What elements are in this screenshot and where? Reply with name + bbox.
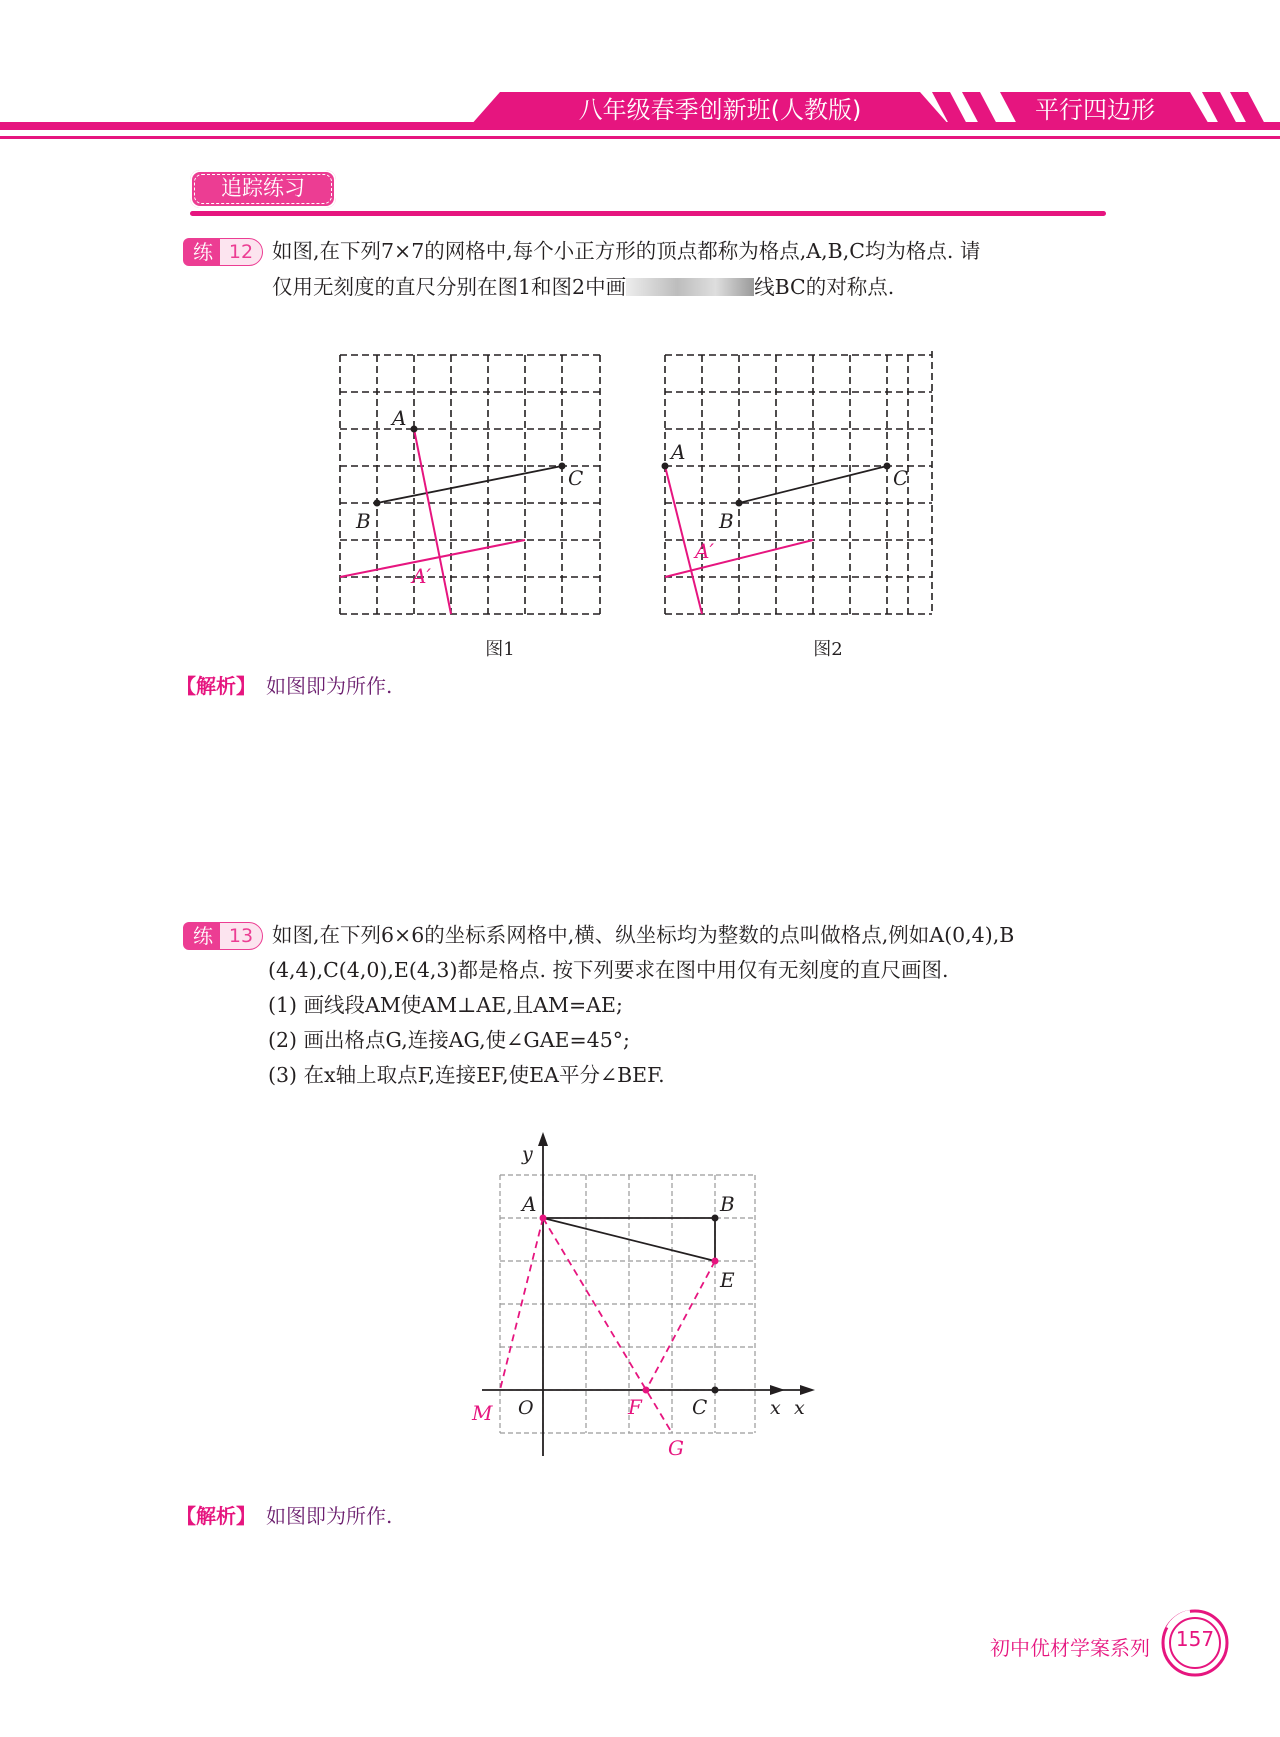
problem-13-line-5: (3) 在x轴上取点F,连接EF,使EA平分∠BEF.	[268, 1063, 665, 1087]
label-F: F	[628, 1395, 642, 1419]
point-C	[559, 463, 566, 470]
footer-series: 初中优材学案系列	[990, 1636, 1150, 1660]
figure-2-grid	[655, 345, 955, 625]
origin-label: O	[518, 1397, 534, 1419]
point-C	[884, 463, 891, 470]
coordinate-figure	[460, 1130, 820, 1460]
figure-1-caption: 图1	[485, 639, 515, 660]
label-A-prime: A′	[412, 564, 431, 588]
label-C: C	[893, 466, 909, 490]
label-E: E	[720, 1268, 735, 1292]
label-G: G	[668, 1436, 684, 1460]
answer-text: 如图即为所作.	[266, 674, 393, 698]
point-A	[662, 463, 669, 470]
problem-12-line-2b: 线BC的对称点.	[754, 275, 895, 299]
axis-x-label-2: x	[794, 1397, 805, 1419]
label-C: C	[568, 466, 584, 490]
point-E	[712, 1258, 719, 1265]
axis-y-label: y	[522, 1143, 533, 1165]
problem-12-line-1: 如图,在下列7×7的网格中,每个小正方形的顶点都称为格点,A,B,C均为格点. 请	[272, 239, 981, 263]
problem-tag-label: 练	[183, 922, 223, 950]
problem-12-tag	[183, 238, 263, 266]
problem-tag-number: 12	[219, 238, 263, 266]
point-F	[643, 1387, 650, 1394]
header-rule-thin	[0, 136, 1280, 139]
problem-13-answer	[176, 1500, 392, 1529]
problem-tag-number: 13	[219, 922, 263, 950]
answer-label: 【解析】	[176, 674, 256, 698]
header-chapter-title: 平行四边形	[1035, 96, 1155, 124]
section-rule	[190, 211, 1106, 216]
problem-13-line-4: (2) 画出格点G,连接AG,使∠GAE=45°;	[268, 1028, 630, 1052]
label-B: B	[356, 509, 371, 533]
label-A-prime: A′	[695, 539, 714, 563]
answer-text: 如图即为所作.	[266, 1504, 393, 1528]
point-C	[712, 1387, 719, 1394]
figure-2-caption: 图2	[813, 639, 843, 660]
section-title: 追踪练习	[194, 174, 332, 204]
problem-13-tag	[183, 922, 263, 950]
label-B: B	[719, 509, 734, 533]
problem-13-line-1: 如图,在下列6×6的坐标系网格中,横、纵坐标均为整数的点叫做格点,例如A(0,4),B	[272, 923, 1015, 947]
redacted-region	[626, 278, 754, 296]
point-B	[374, 500, 381, 507]
section-badge	[190, 170, 336, 208]
answer-label: 【解析】	[176, 1504, 256, 1528]
problem-13-line-3: (1) 画线段AM使AM⊥AE,且AM=AE;	[268, 993, 623, 1017]
figure-1-grid	[330, 345, 620, 625]
point-B	[736, 500, 743, 507]
label-A: A	[671, 440, 686, 464]
problem-12-line-2a: 仅用无刻度的直尺分别在图1和图2中画	[272, 275, 627, 299]
label-A: A	[522, 1192, 537, 1216]
problem-tag-label: 练	[183, 238, 223, 266]
problem-12-line-2	[272, 270, 894, 305]
label-B: B	[720, 1192, 735, 1216]
point-A	[540, 1215, 547, 1222]
axis-x-label: x	[770, 1397, 781, 1419]
page-number: 157	[1175, 1627, 1215, 1651]
point-A	[411, 426, 418, 433]
problem-12-answer	[176, 670, 392, 699]
label-A: A	[392, 406, 407, 430]
point-B	[712, 1215, 719, 1222]
label-M: M	[472, 1401, 493, 1425]
header-series-title: 八年级春季创新班(人教版)	[578, 96, 862, 124]
label-C: C	[692, 1395, 708, 1419]
problem-13-line-2: (4,4),C(4,0),E(4,3)都是格点. 按下列要求在图中用仅有无刻度的直尺画图.	[268, 958, 949, 982]
